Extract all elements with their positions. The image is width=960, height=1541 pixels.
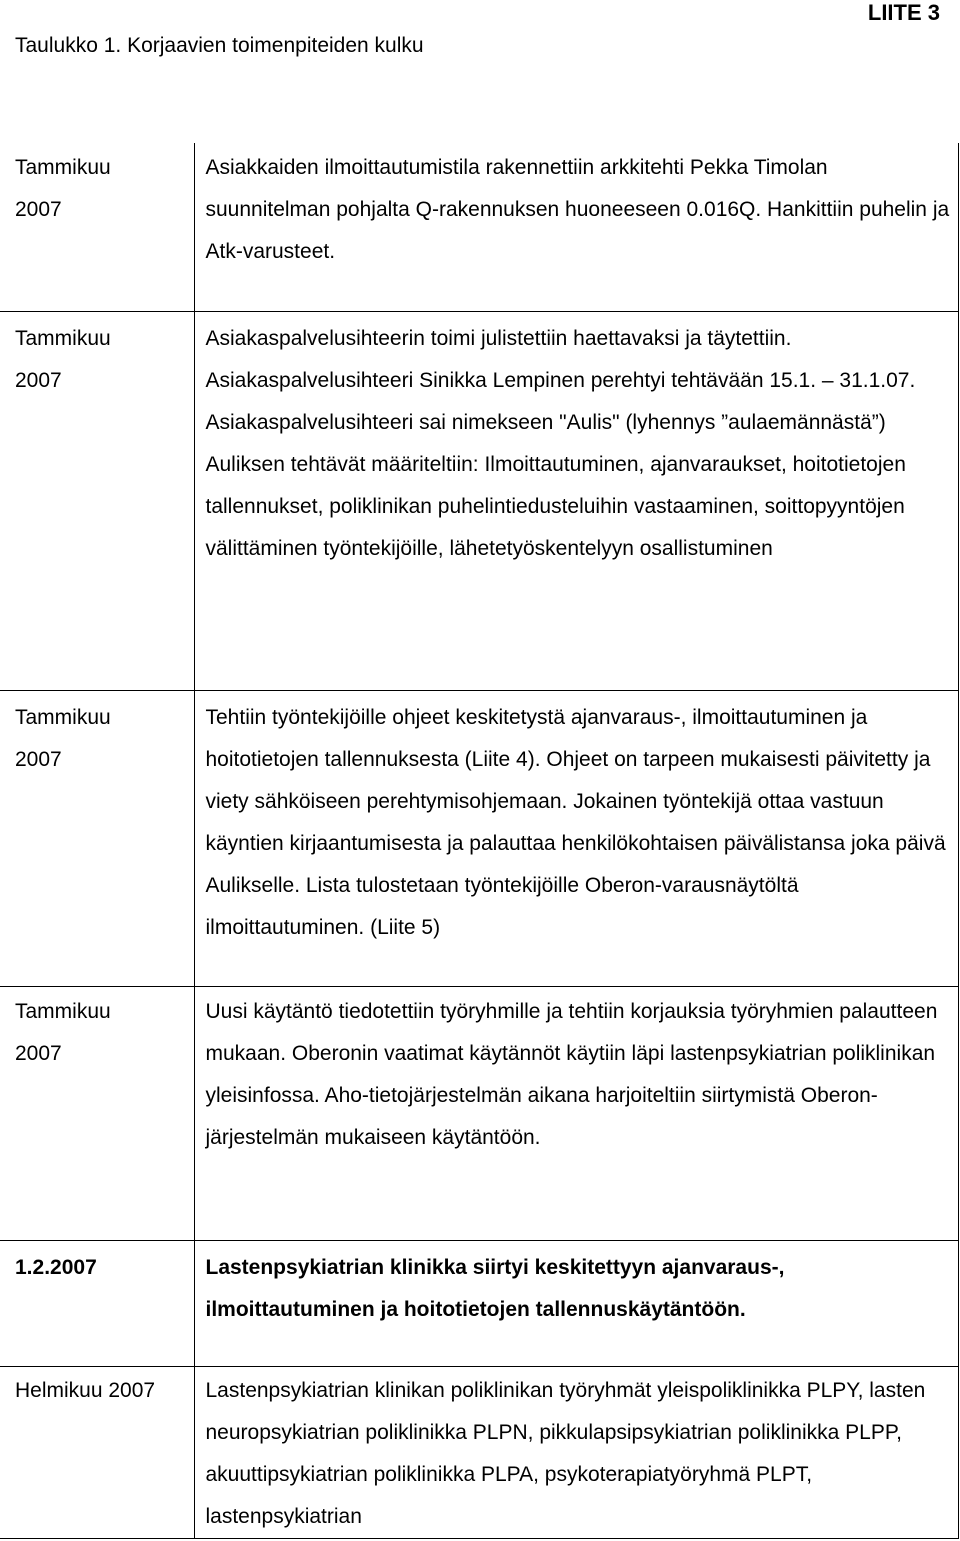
table-row	[0, 143, 959, 311]
table-row	[0, 690, 959, 986]
row-description: Lastenpsykiatrian klinikka siirtyi keskitettyyn ajanvaraus-, ilmoittautuminen ja hoitotietojen tallennuskäytäntöön.	[205, 1255, 785, 1321]
date-cell	[0, 690, 194, 986]
row-date: 1.2.2007	[15, 1255, 97, 1279]
description-cell	[194, 986, 959, 1240]
date-cell	[0, 143, 194, 311]
table-row	[0, 986, 959, 1240]
row-date: Tammikuu 2007	[15, 326, 111, 392]
row-description: Uusi käytäntö tiedotettiin työryhmille ja tehtiin korjauksia työryhmien palautteen mukaan. Oberonin vaatimat käytännöt käytiin läpi lastenpsykiatrian poliklinikan yleisinfossa. Aho-tietojärjestelmän aikana harjoiteltiin siirtymistä Oberon-järjestelmän mukaiseen käytäntöön.	[205, 999, 938, 1149]
row-description: Asiakkaiden ilmoittautumistila rakennettiin arkkitehti Pekka Timolan suunnitelman pohjalta Q-rakennuksen huoneeseen 0.016Q. Hankittiin puhelin ja Atk-varusteet.	[205, 156, 950, 263]
description-cell	[194, 690, 959, 986]
description-cell	[194, 143, 959, 311]
row-description: Asiakaspalvelusihteerin toimi julistettiin haettavaksi ja täytettiin. Asiakaspalvelusihteeri Sinikka Lempinen perehtyi tehtävään 15.1. – 31.1.07. Asiakaspalvelusihteeri sai nimekseen "Aulis" (lyhennys ”aulaemännästä”) Auliksen tehtävät määriteltiin: Ilmoittautuminen, ajanvaraukset, hoitotietojen tallennukset, poliklinikan puhelintiedusteluihin vastaaminen, soittopyyntöjen välittäminen työntekijöille, lähetetyöskentelyyn osallistuminen	[205, 326, 916, 560]
appendix-label: LIITE 3	[867, 0, 940, 25]
date-cell	[0, 986, 194, 1240]
date-cell	[0, 1366, 194, 1538]
row-date: Tammikuu 2007	[15, 156, 111, 221]
table-row	[0, 1366, 959, 1538]
description-cell	[194, 311, 959, 690]
table-row	[0, 1240, 959, 1366]
date-cell	[0, 1240, 194, 1366]
row-date: Tammikuu 2007	[15, 999, 111, 1065]
description-cell	[194, 1240, 959, 1366]
table-caption: Taulukko 1. Korjaavien toimenpiteiden kulku	[15, 34, 424, 57]
row-date: Helmikuu 2007	[15, 1378, 156, 1402]
row-description: Tehtiin työntekijöille ohjeet keskitetystä ajanvaraus-, ilmoittautuminen ja hoitotietojen tallennuksesta (Liite 4). Ohjeet on tarpeen mukaisesti päivitetty ja viety sähköiseen perehtymisohjemaan. Jokainen työntekijä ottaa vastuun käyntien kirjaantumisesta ja palauttaa henkilökohtaisen päivälistansa joka päivä Aulikselle. Lista tulostetaan työntekijöille Oberon-varausnäytöltä ilmoittautuminen. (Liite 5)	[205, 705, 946, 939]
measures-table	[0, 143, 959, 1539]
row-description: Lastenpsykiatrian klinikan poliklinikan työryhmät yleispoliklinikka PLPY, lasten neuropsykiatrian poliklinikka PLPN, pikkulapsipsykiatrian poliklinikka PLPP, akuuttipsykiatrian poliklinikka PLPA, psykoterapiatyöryhmä PLPT, lastenpsykiatrian	[205, 1378, 926, 1528]
date-cell	[0, 311, 194, 690]
table-row	[0, 311, 959, 690]
description-cell	[194, 1366, 959, 1538]
row-date: Tammikuu 2007	[15, 705, 111, 771]
